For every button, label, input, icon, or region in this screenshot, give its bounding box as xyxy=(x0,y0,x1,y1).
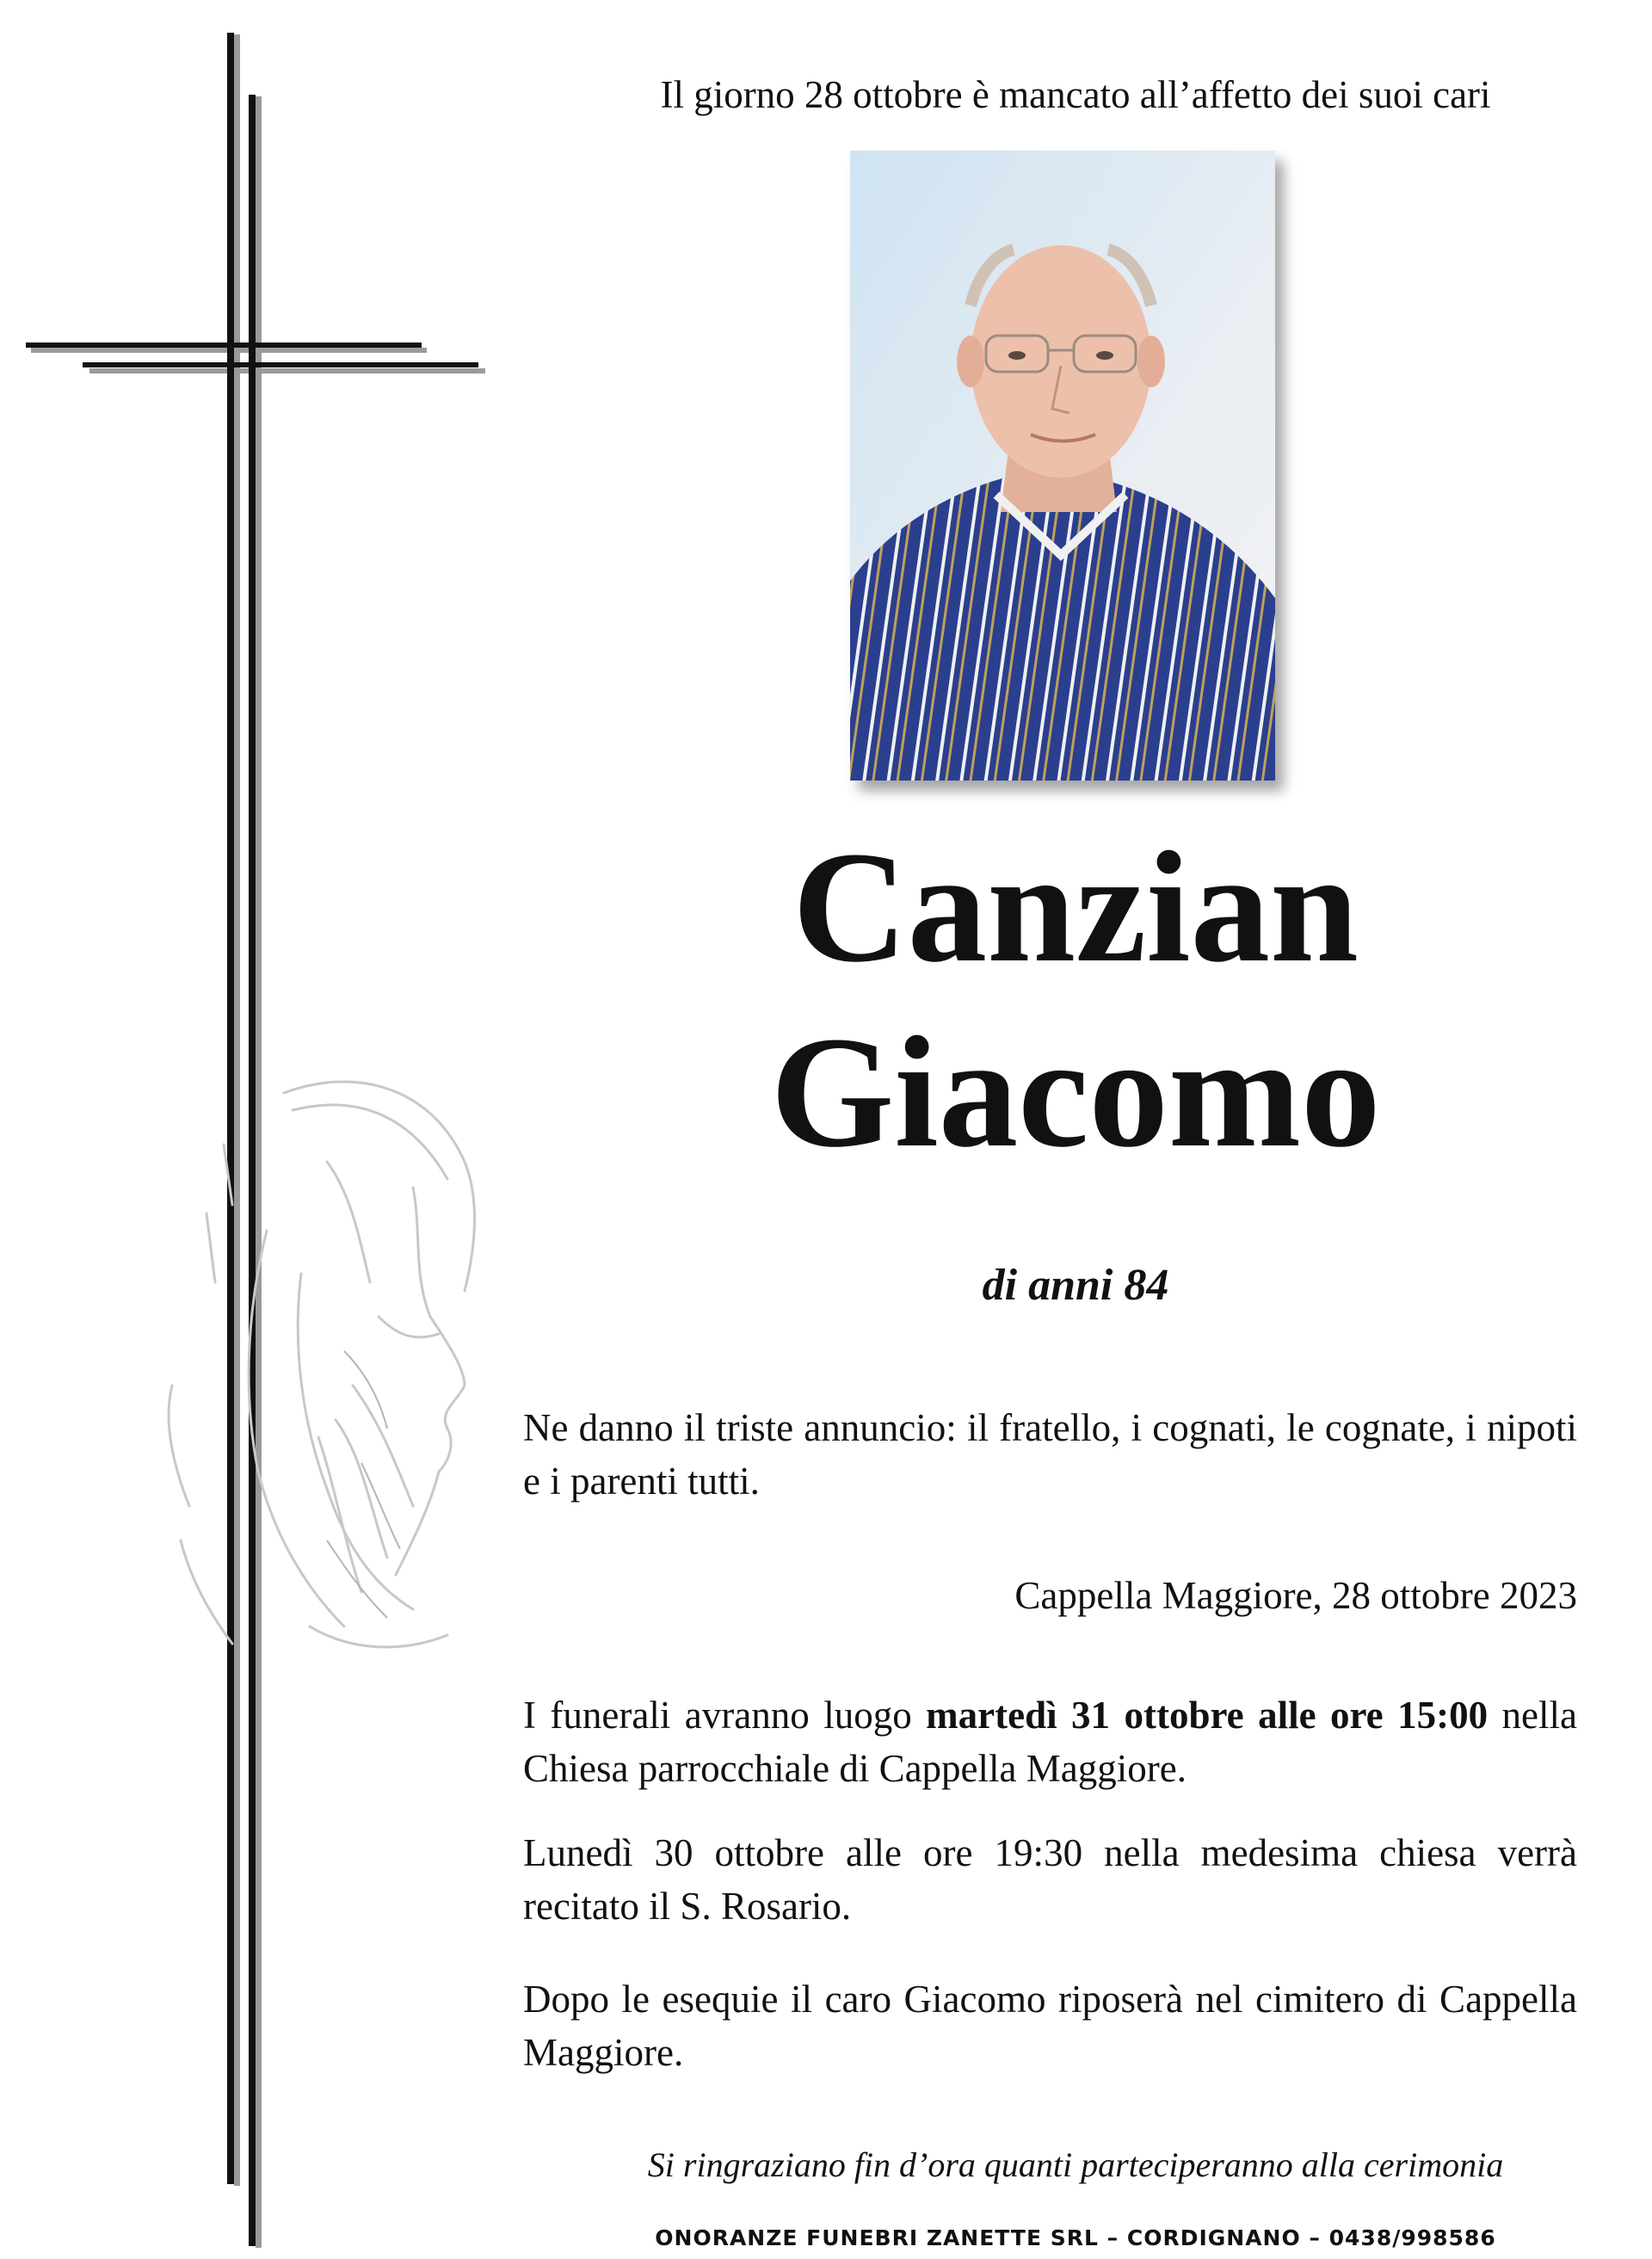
age-text: di anni 84 xyxy=(982,1261,1169,1310)
funeral-home-footer: ONORANZE FUNEBRI ZANETTE SRL – CORDIGNANO – 0438/998586 xyxy=(655,2225,1496,2250)
announcement-text: Ne danno il triste annuncio: il fratello, i cognati, le cognate, i nipoti e i parenti tutti. xyxy=(523,1406,1577,1503)
funeral-paragraph xyxy=(523,1688,1577,1795)
intro-text: Il giorno 28 ottobre è mancato all’affetto dei suoi cari xyxy=(660,73,1491,116)
deceased-surname: Canzian xyxy=(792,819,1359,996)
funeral-prefix: I funerali avranno luogo xyxy=(523,1694,927,1737)
portrait-photo xyxy=(850,151,1275,781)
rosary-text: Lunedì 30 ottobre alle ore 19:30 nella medesima chiesa verrà recitato il S. Rosario. xyxy=(523,1831,1577,1928)
christ-sketch-icon xyxy=(155,1059,499,1678)
burial-text: Dopo le esequie il caro Giacomo riposerà nel cimitero di Cappella Maggiore. xyxy=(523,1978,1577,2074)
deceased-first-name: Giacomo xyxy=(770,1004,1381,1181)
funeral-suffix: nella Chiesa parrocchiale di Cappella Maggiore. xyxy=(523,1694,1577,1790)
thanks-text: Si ringraziano fin d’ora quanti parteciperanno alla cerimonia xyxy=(647,2145,1504,2184)
place-date-text: Cappella Maggiore, 28 ottobre 2023 xyxy=(1014,1574,1577,1617)
funeral-datetime: martedì 31 ottobre alle ore 15:00 xyxy=(926,1694,1489,1737)
